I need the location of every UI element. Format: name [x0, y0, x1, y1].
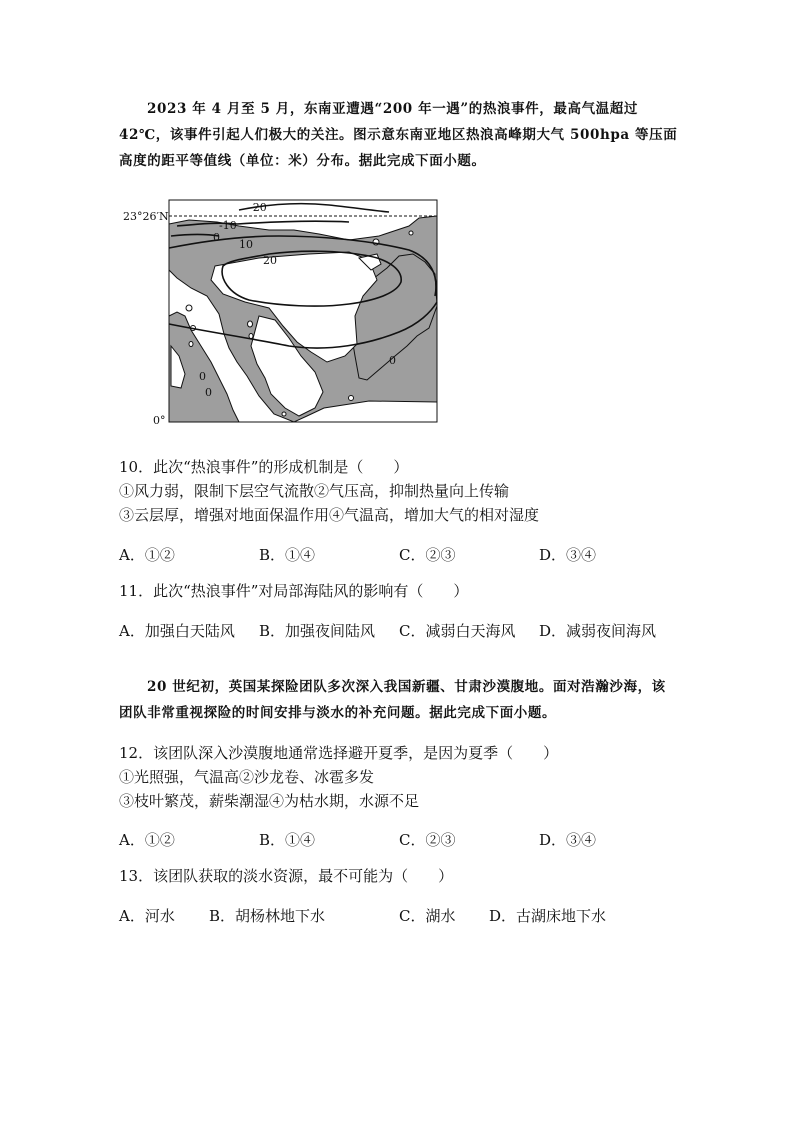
- contour-label: 20: [263, 254, 277, 267]
- q10-option-c[interactable]: C．②③: [399, 546, 456, 564]
- q10-items-1: ①风力弱，限制下层空气流散②气压高，抑制热量向上传输: [119, 482, 510, 500]
- q10-option-b[interactable]: B．①④: [259, 546, 316, 564]
- q12-option-a[interactable]: A．①②: [119, 831, 175, 849]
- q12-option-d[interactable]: D．③④: [539, 831, 597, 849]
- passage-expedition: 20 世纪初，英国某探险团队多次深入我国新疆、甘肃沙漠腹地。面对浩瀚沙海，该团队非常重视探险的时间安排与淡水的补充问题。据此完成下面小题。: [119, 679, 666, 721]
- heatwave-contour-figure: [119, 196, 449, 431]
- q12-option-b[interactable]: B．①④: [259, 831, 316, 849]
- passage-heatwave: 2023 年 4 月至 5 月，东南亚遭遇“200 年一遇”的热浪事件，最高气温超过 42℃，该事件引起人们极大的关注。图示意东南亚地区热浪高峰期大气 500hpa 等压面高度的距平等值线（单位：米）分布。据此完成下面小题。: [119, 101, 678, 169]
- contour-label: 0: [389, 354, 396, 367]
- q12-stem: 12．该团队深入沙漠腹地通常选择避开夏季，是因为夏季（ ）: [119, 744, 559, 762]
- q11-option-d[interactable]: D．减弱夜间海风: [539, 622, 657, 640]
- q13-option-a[interactable]: A．河水: [119, 907, 175, 925]
- q11-option-c[interactable]: C．减弱白天海风: [399, 622, 516, 640]
- contour-label: -20: [249, 201, 267, 214]
- q11-option-a[interactable]: A．加强白天陆风: [119, 622, 235, 640]
- q13-stem: 13．该团队获取的淡水资源，最不可能为（ ）: [119, 867, 454, 885]
- q10-stem: 10．此次“热浪事件”的形成机制是（ ）: [119, 458, 409, 476]
- q11-stem: 11．此次“热浪事件”对局部海陆风的影响有（ ）: [119, 582, 469, 600]
- q10-option-d[interactable]: D．③④: [539, 546, 597, 564]
- contour-map: [119, 196, 449, 435]
- contour-label: 0: [205, 386, 212, 399]
- contour-label: 0: [199, 370, 206, 383]
- contour-label: -10: [219, 219, 237, 232]
- q13-option-c[interactable]: C．湖水: [399, 907, 456, 925]
- q12-option-c[interactable]: C．②③: [399, 831, 456, 849]
- latitude-label-top: 23°26′N: [123, 210, 169, 223]
- q10-option-a[interactable]: A．①②: [119, 546, 175, 564]
- q10-items-2: ③云层厚，增强对地面保温作用④气温高，增加大气的相对湿度: [119, 506, 540, 524]
- q11-option-b[interactable]: B．加强夜间陆风: [259, 622, 376, 640]
- latitude-label-bottom: 0°: [153, 414, 166, 427]
- q12-items-1: ①光照强，气温高②沙龙卷、冰雹多发: [119, 768, 375, 786]
- q13-option-d[interactable]: D．古湖床地下水: [489, 907, 607, 925]
- q12-items-2: ③枝叶繁茂，薪柴潮湿④为枯水期，水源不足: [119, 792, 420, 810]
- contour-label: 10: [239, 238, 253, 251]
- contour-label: 0: [213, 231, 220, 244]
- q13-option-b[interactable]: B．胡杨林地下水: [209, 907, 326, 925]
